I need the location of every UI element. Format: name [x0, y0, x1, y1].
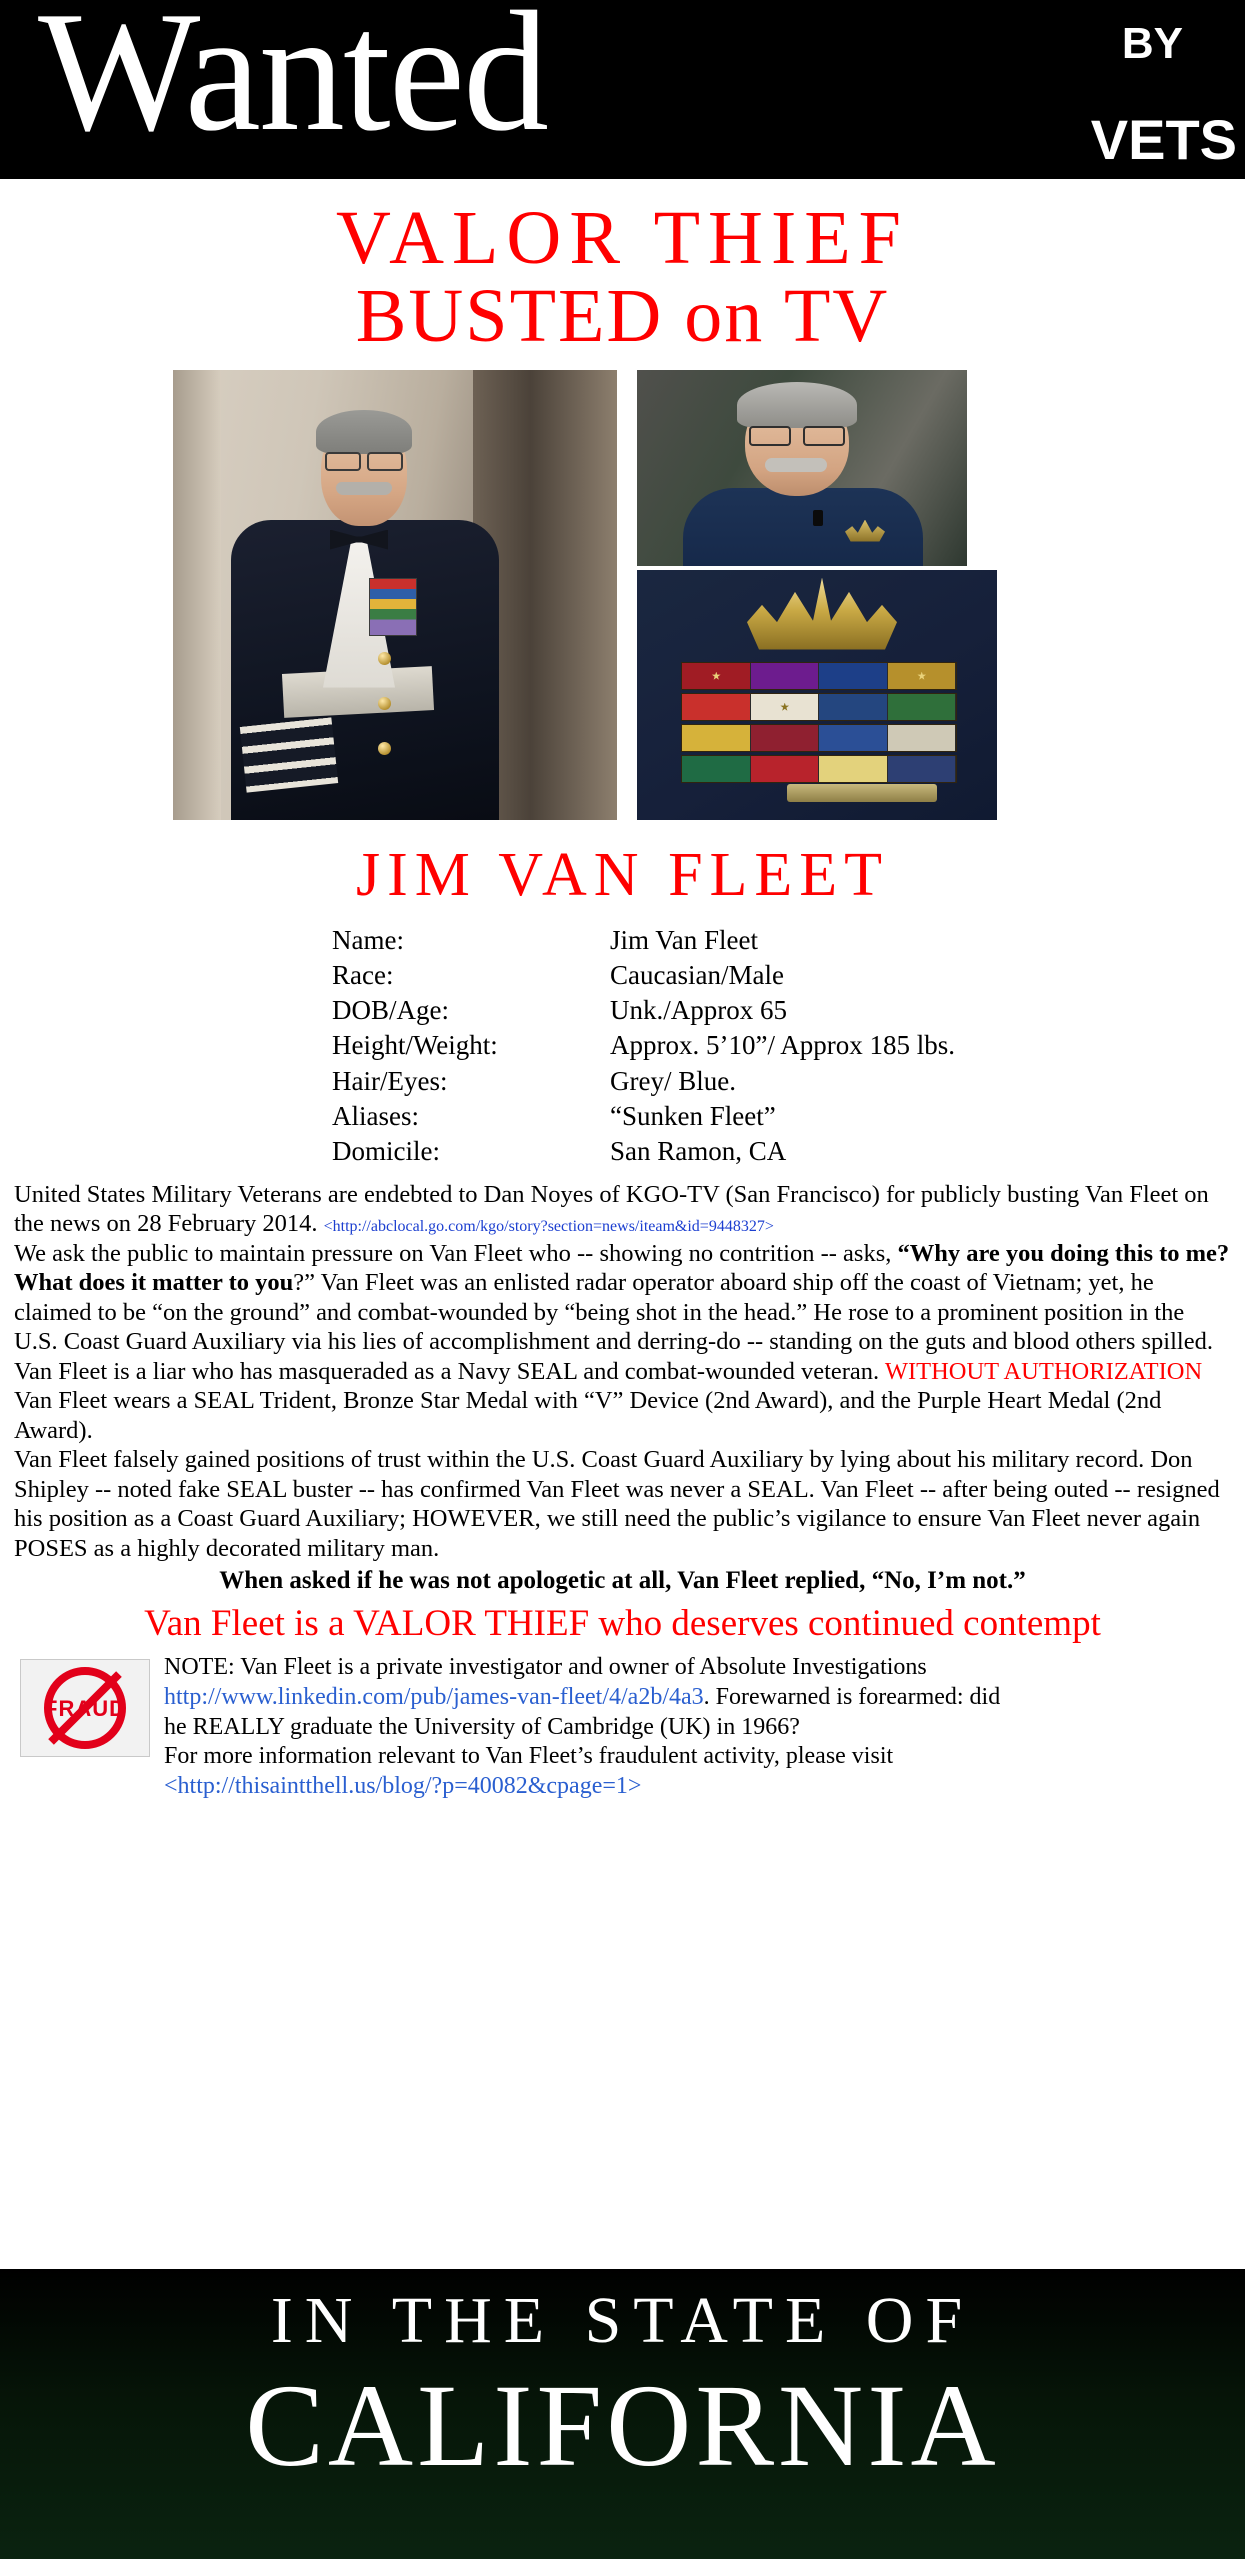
note-line-2-tail: . Forewarned is forearmed: did — [703, 1683, 1001, 1710]
banner-divider — [0, 179, 1245, 185]
ribbon-row — [681, 755, 957, 783]
detail-row — [332, 1028, 955, 1063]
apologetic-quote: When asked if he was not apologetic at all, Van Fleet replied, “No, I’m not.” — [219, 1567, 1026, 1595]
detail-row — [332, 923, 955, 958]
subject-details — [332, 923, 1245, 1170]
top-banner — [0, 0, 1245, 185]
detail-label: Aliases: — [332, 1100, 419, 1131]
ribbon — [751, 756, 820, 782]
fraud-stamp-icon — [20, 1659, 150, 1757]
subject-hair — [316, 410, 412, 454]
mustache — [336, 482, 392, 495]
van-fleet-quote: “Why are you doing this to me? What does it matter to you — [14, 1239, 1230, 1297]
paragraph-3: Van Fleet falsely gained positions of trust within the U.S. Coast Guard Auxiliary by lying about his military record. Don Shipley -- noted fake SEAL buster -- has confirmed Van Fleet was never a SEAL. Van Fleet -- after being outed -- resigned his position as a Coast Guard Auxiliary; HOWEVER, we still need the public’s vigilance to ensure Van Fleet never again POSES as a highly decorated military man. — [14, 1446, 1220, 1562]
detail-value: Jim Van Fleet — [610, 924, 758, 955]
detail-value: San Ramon, CA — [610, 1136, 787, 1167]
lapel-microphone-icon — [813, 510, 823, 526]
detail-label: Height/Weight: — [332, 1030, 498, 1061]
detail-row — [332, 993, 955, 1028]
ribbon — [682, 694, 751, 720]
ribbon — [682, 725, 751, 751]
detail-label: Hair/Eyes: — [332, 1065, 448, 1096]
tv-jacket — [683, 488, 923, 566]
paragraph-1 — [14, 1180, 1231, 1239]
detail-row — [332, 1064, 955, 1099]
ribbon — [888, 756, 957, 782]
ribbon-row — [681, 662, 957, 690]
ribbon-rack-small — [369, 578, 417, 636]
photo-tv-interview — [637, 370, 967, 566]
paragraph-2-intro: We ask the public to maintain pressure on Van Fleet who -- showing no contrition -- asks, — [14, 1239, 898, 1267]
sleeve-stripes — [240, 717, 338, 792]
paragraph-2-body: ?” Van Fleet was an enlisted radar operator aboard ship off the coast of Vietnam; yet, he claimed to be “on the ground” and combat-wounded by “being shot in the head.” He rose to a prominent position in the U.S. Coast Guard Auxiliary via his lies of accomplishment and derring-do -- standing on the guts and blood others spilled. Van Fleet is a liar who has masqueraded as a Navy SEAL and combat-wounded veteran. — [14, 1269, 1213, 1385]
ribbon — [751, 725, 820, 751]
detail-row — [332, 1099, 955, 1134]
note-block — [14, 1653, 1231, 1802]
ribbon-row — [681, 724, 957, 752]
subject-name: JIM VAN FLEET — [355, 840, 890, 909]
ribbon — [682, 663, 751, 689]
detail-value: Caucasian/Male — [610, 959, 784, 990]
ribbon — [819, 756, 888, 782]
detail-row — [332, 1134, 955, 1169]
qualification-badge — [787, 784, 937, 802]
wall-edge — [173, 370, 221, 820]
vets-label: VETS — [1090, 108, 1237, 171]
note-line-3: he REALLY graduate the University of Cambridge (UK) in 1966? — [164, 1713, 800, 1740]
note-line-2 — [164, 1683, 1231, 1713]
photo-group — [0, 370, 1245, 830]
ribbon — [751, 663, 820, 689]
ribbon — [819, 725, 888, 751]
by-label: BY — [1121, 19, 1183, 68]
detail-value: Grey/ Blue. — [610, 1065, 736, 1096]
ribbon-row — [681, 693, 957, 721]
state-line: IN THE STATE OF — [270, 2284, 975, 2357]
paragraph-1-text: United States Military Veterans are endebted to Dan Noyes of KGO-TV (San Francisco) for publicly busting Van Fleet on the news on 28 February 2014. — [14, 1180, 1209, 1238]
linkedin-link[interactable]: http://www.linkedin.com/pub/james-van-fleet/4/a2b/4a3 — [164, 1683, 704, 1710]
detail-label: Name: — [332, 924, 404, 955]
headline-line-2: BUSTED on TV — [355, 274, 890, 359]
ribbon — [888, 694, 957, 720]
detail-row — [332, 958, 955, 993]
ribbon — [751, 694, 820, 720]
wanted-title: Wanted — [38, 0, 548, 167]
eyeglasses-icon — [323, 452, 405, 467]
note-text — [164, 1653, 1231, 1802]
paragraph-2 — [14, 1239, 1231, 1446]
detail-value: Approx. 5’10”/ Approx 185 lbs. — [610, 1030, 955, 1061]
kgo-story-link[interactable]: <http://abclocal.go.com/kgo/story?section=news/iteam&id=9448327> — [323, 1218, 774, 1236]
detail-label: Race: — [332, 959, 394, 990]
ribbon-rack — [681, 662, 957, 804]
bottom-banner — [0, 2269, 1245, 2559]
photo-medal-rack — [637, 570, 997, 820]
ribbon — [819, 663, 888, 689]
note-line-1: NOTE: Van Fleet is a private investigator and owner of Absolute Investigations — [164, 1654, 927, 1681]
ribbon — [888, 725, 957, 751]
ribbon — [682, 756, 751, 782]
photo-dress-uniform — [173, 370, 617, 820]
tv-eyeglasses-icon — [749, 426, 845, 442]
headline-line-1: VALOR THIEF — [336, 196, 909, 280]
headline — [0, 196, 1245, 359]
ribbon — [888, 663, 957, 689]
without-authorization-emphasis: WITHOUT AUTHORIZATION — [884, 1357, 1203, 1385]
paragraph-2-tail: Van Fleet wears a SEAL Trident, Bronze Star Medal with “V” Device (2nd Award), and the Purple Heart Medal (2nd Award). — [14, 1387, 1162, 1444]
tv-mustache — [765, 458, 827, 472]
tv-hair — [737, 382, 857, 428]
detail-label: DOB/Age: — [332, 995, 449, 1026]
jacket-buttons — [378, 652, 392, 802]
detail-label: Domicile: — [332, 1136, 440, 1167]
detail-value: Unk./Approx 65 — [610, 995, 787, 1026]
valor-thief-statement: Van Fleet is a VALOR THIEF who deserves continued contempt — [144, 1603, 1101, 1645]
detail-value: “Sunken Fleet” — [610, 1100, 776, 1131]
fraud-stamp-label: FRAUD — [44, 1696, 126, 1722]
blog-link[interactable]: <http://thisaintthell.us/blog/?p=40082&cpage=1> — [164, 1773, 642, 1800]
note-line-4: For more information relevant to Van Fleet’s fraudulent activity, please visit — [164, 1743, 894, 1770]
body-copy — [14, 1180, 1231, 1646]
ribbon — [819, 694, 888, 720]
state-name: CALIFORNIA — [245, 2360, 1000, 2491]
